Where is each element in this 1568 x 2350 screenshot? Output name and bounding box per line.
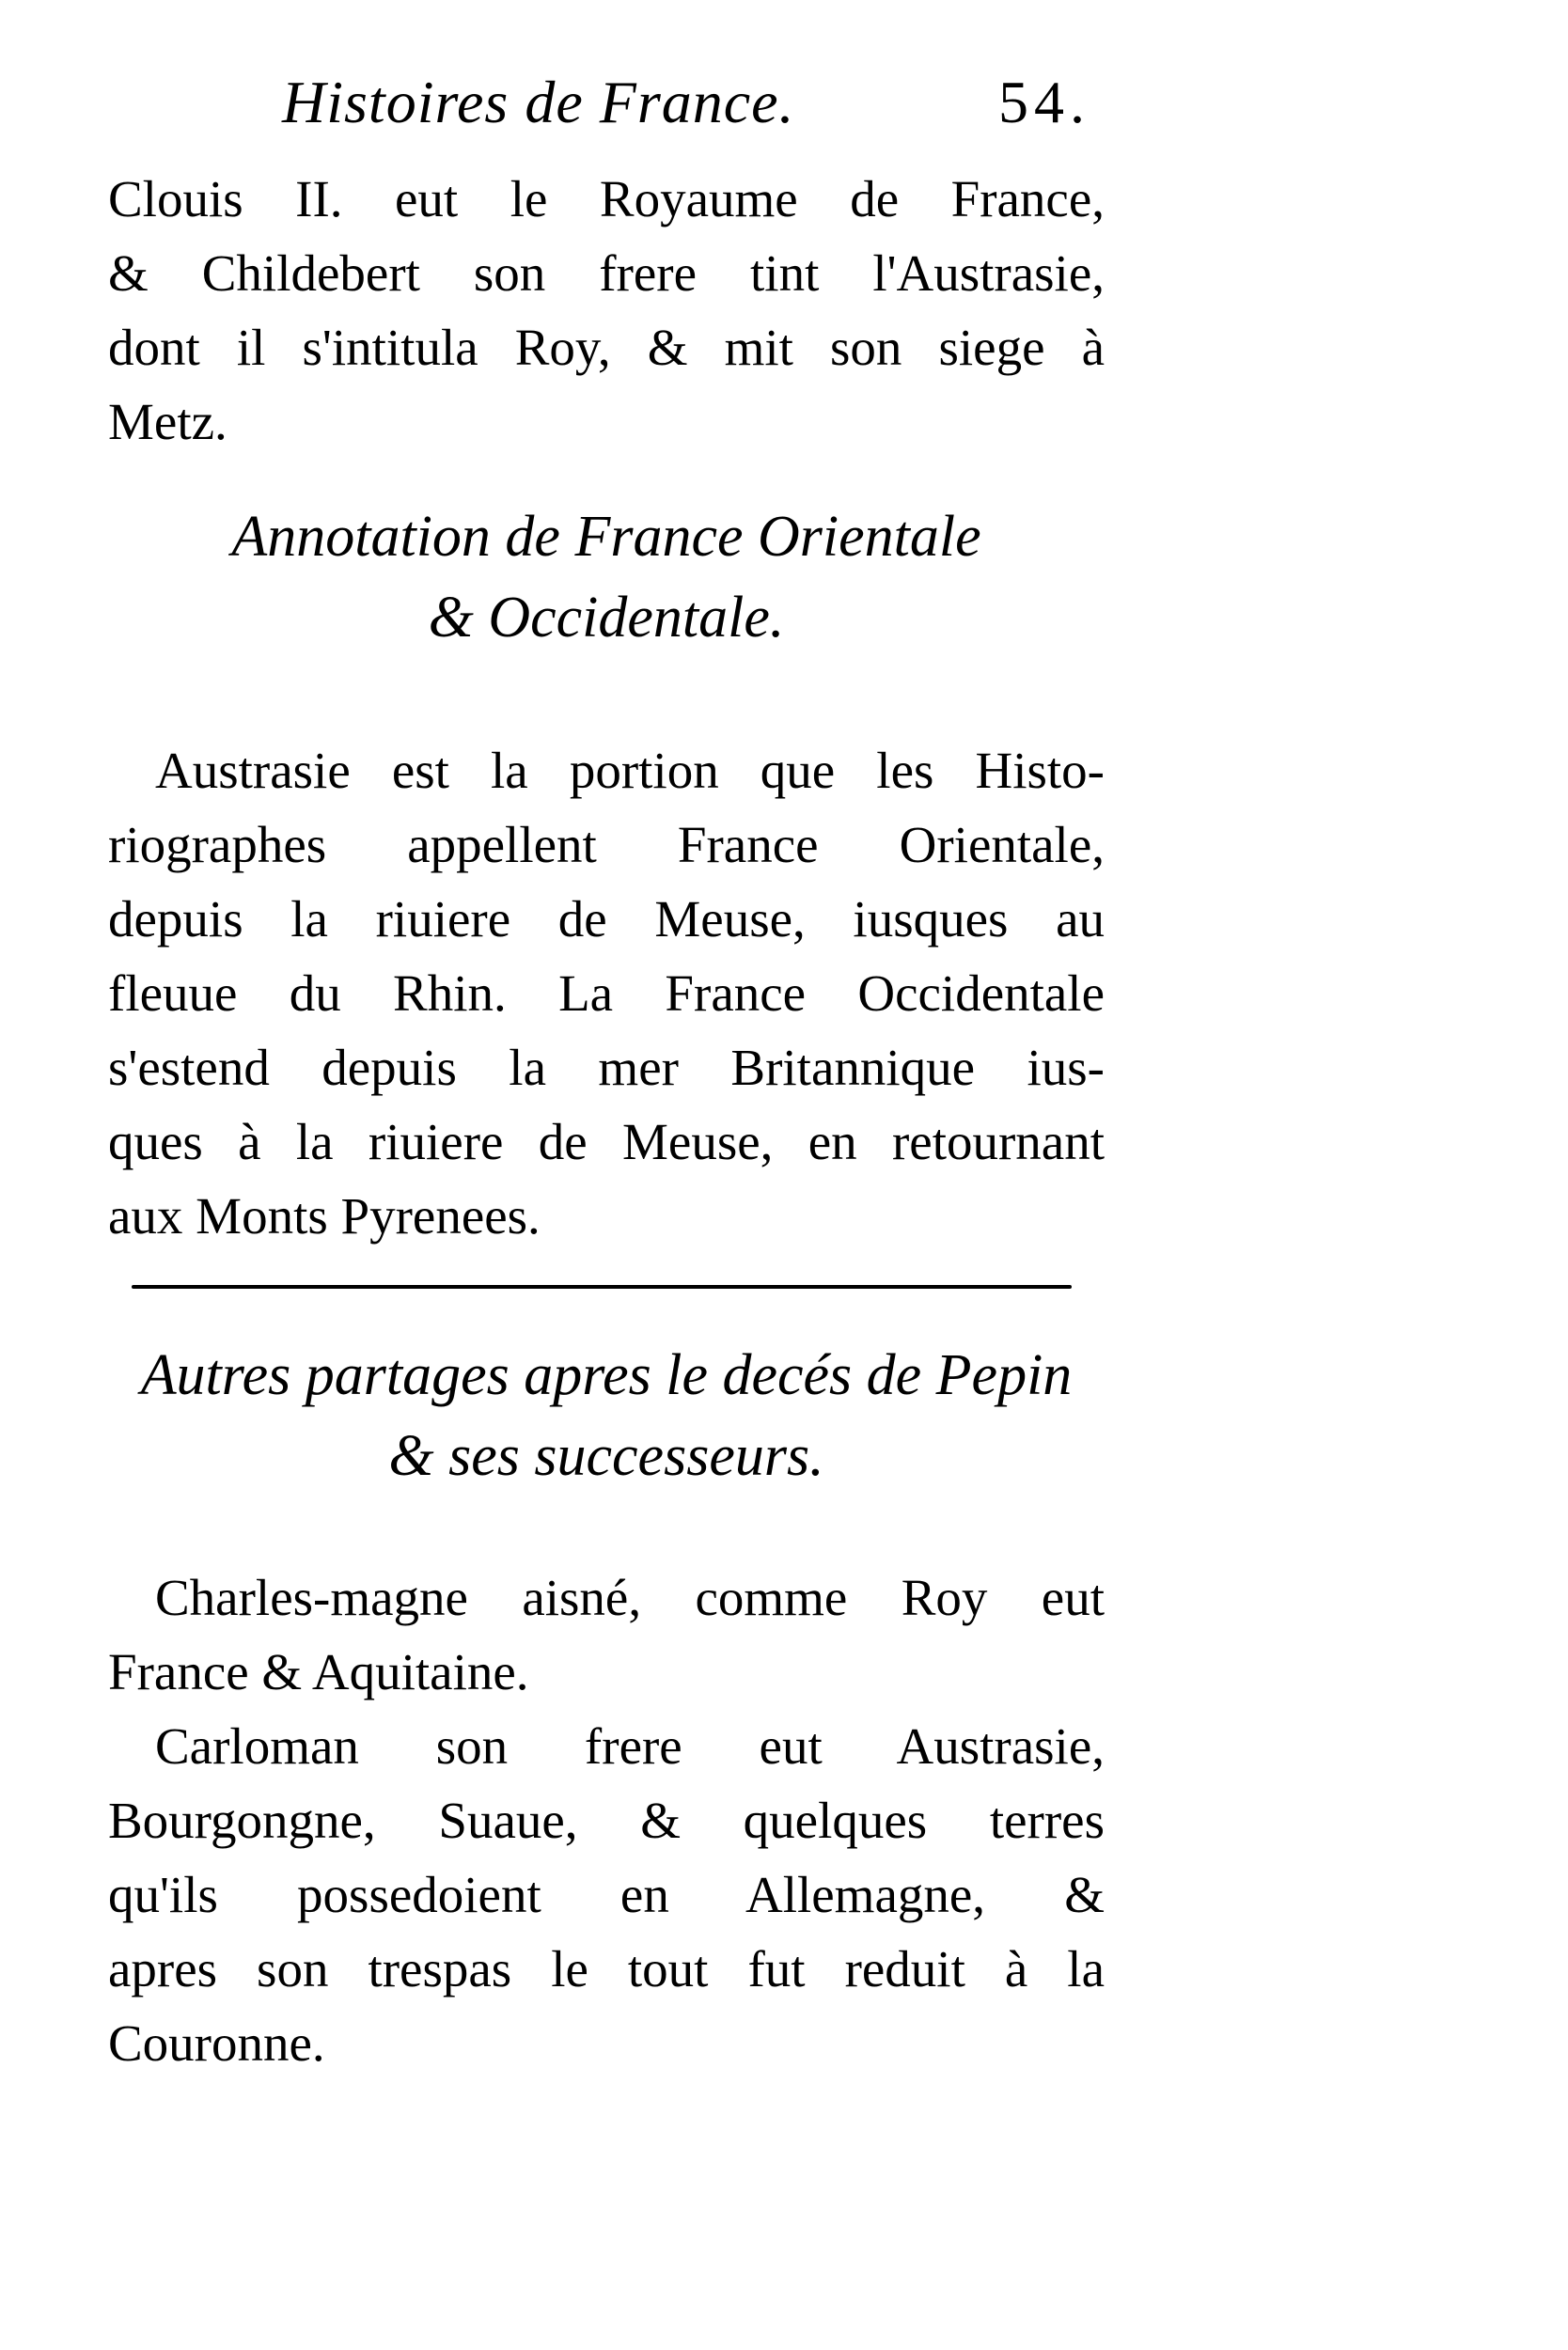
text-line: Charles-magne aisné, comme Roy eut — [155, 1569, 1105, 1626]
heading-line: & Occidentale. — [428, 586, 785, 650]
partages-paragraph-1 — [108, 1560, 1105, 1709]
page-number: 54. — [998, 69, 1090, 135]
text-line: Bourgongne, Suaue, & quelques terres — [108, 1792, 1105, 1849]
text-line: Clouis II. eut le Royaume de France, — [108, 170, 1105, 227]
text-line: apres son trespas le tout fut reduit à la — [108, 1940, 1105, 1998]
text-line: & Childebert son frere tint l'Austrasie, — [108, 244, 1105, 302]
heading-line: Annotation de France Orientale — [231, 505, 981, 569]
text-line: dont il s'intitula Roy, & mit son siege à — [108, 319, 1105, 376]
text-line: riographes appellent France Orientale, — [108, 816, 1105, 873]
text-line: Carloman son frere eut Austrasie, — [155, 1717, 1105, 1775]
text-line: Metz. — [108, 393, 227, 450]
page-header — [282, 68, 1090, 171]
text-line: depuis la riuiere de Meuse, iusques au — [108, 890, 1105, 948]
text-line: France & Aquitaine. — [108, 1643, 529, 1700]
text-line: fleuue du Rhin. La France Occidentale — [108, 964, 1105, 1022]
text-line: ques à la riuiere de Meuse, en retournant — [108, 1113, 1105, 1170]
heading-line: Autres partages apres le decés de Pepin — [140, 1343, 1073, 1407]
running-title: Histoires de France. — [282, 69, 795, 135]
annotation-heading — [108, 496, 1105, 658]
text-line: s'estend depuis la mer Britannique ius- — [108, 1039, 1105, 1096]
intro-paragraph — [108, 162, 1105, 459]
heading-line: & ses successeurs. — [388, 1424, 824, 1488]
text-line: qu'ils possedoient en Allemagne, & — [108, 1866, 1105, 1923]
text-line: aux Monts Pyrenees. — [108, 1187, 541, 1245]
partages-heading — [108, 1335, 1105, 1496]
section-divider — [132, 1285, 1072, 1289]
text-line: Couronne. — [108, 2014, 325, 2072]
annotation-paragraph — [108, 733, 1105, 1253]
text-line: Austrasie est la portion que les Histo- — [155, 742, 1105, 799]
partages-paragraph-2 — [108, 1709, 1105, 2080]
